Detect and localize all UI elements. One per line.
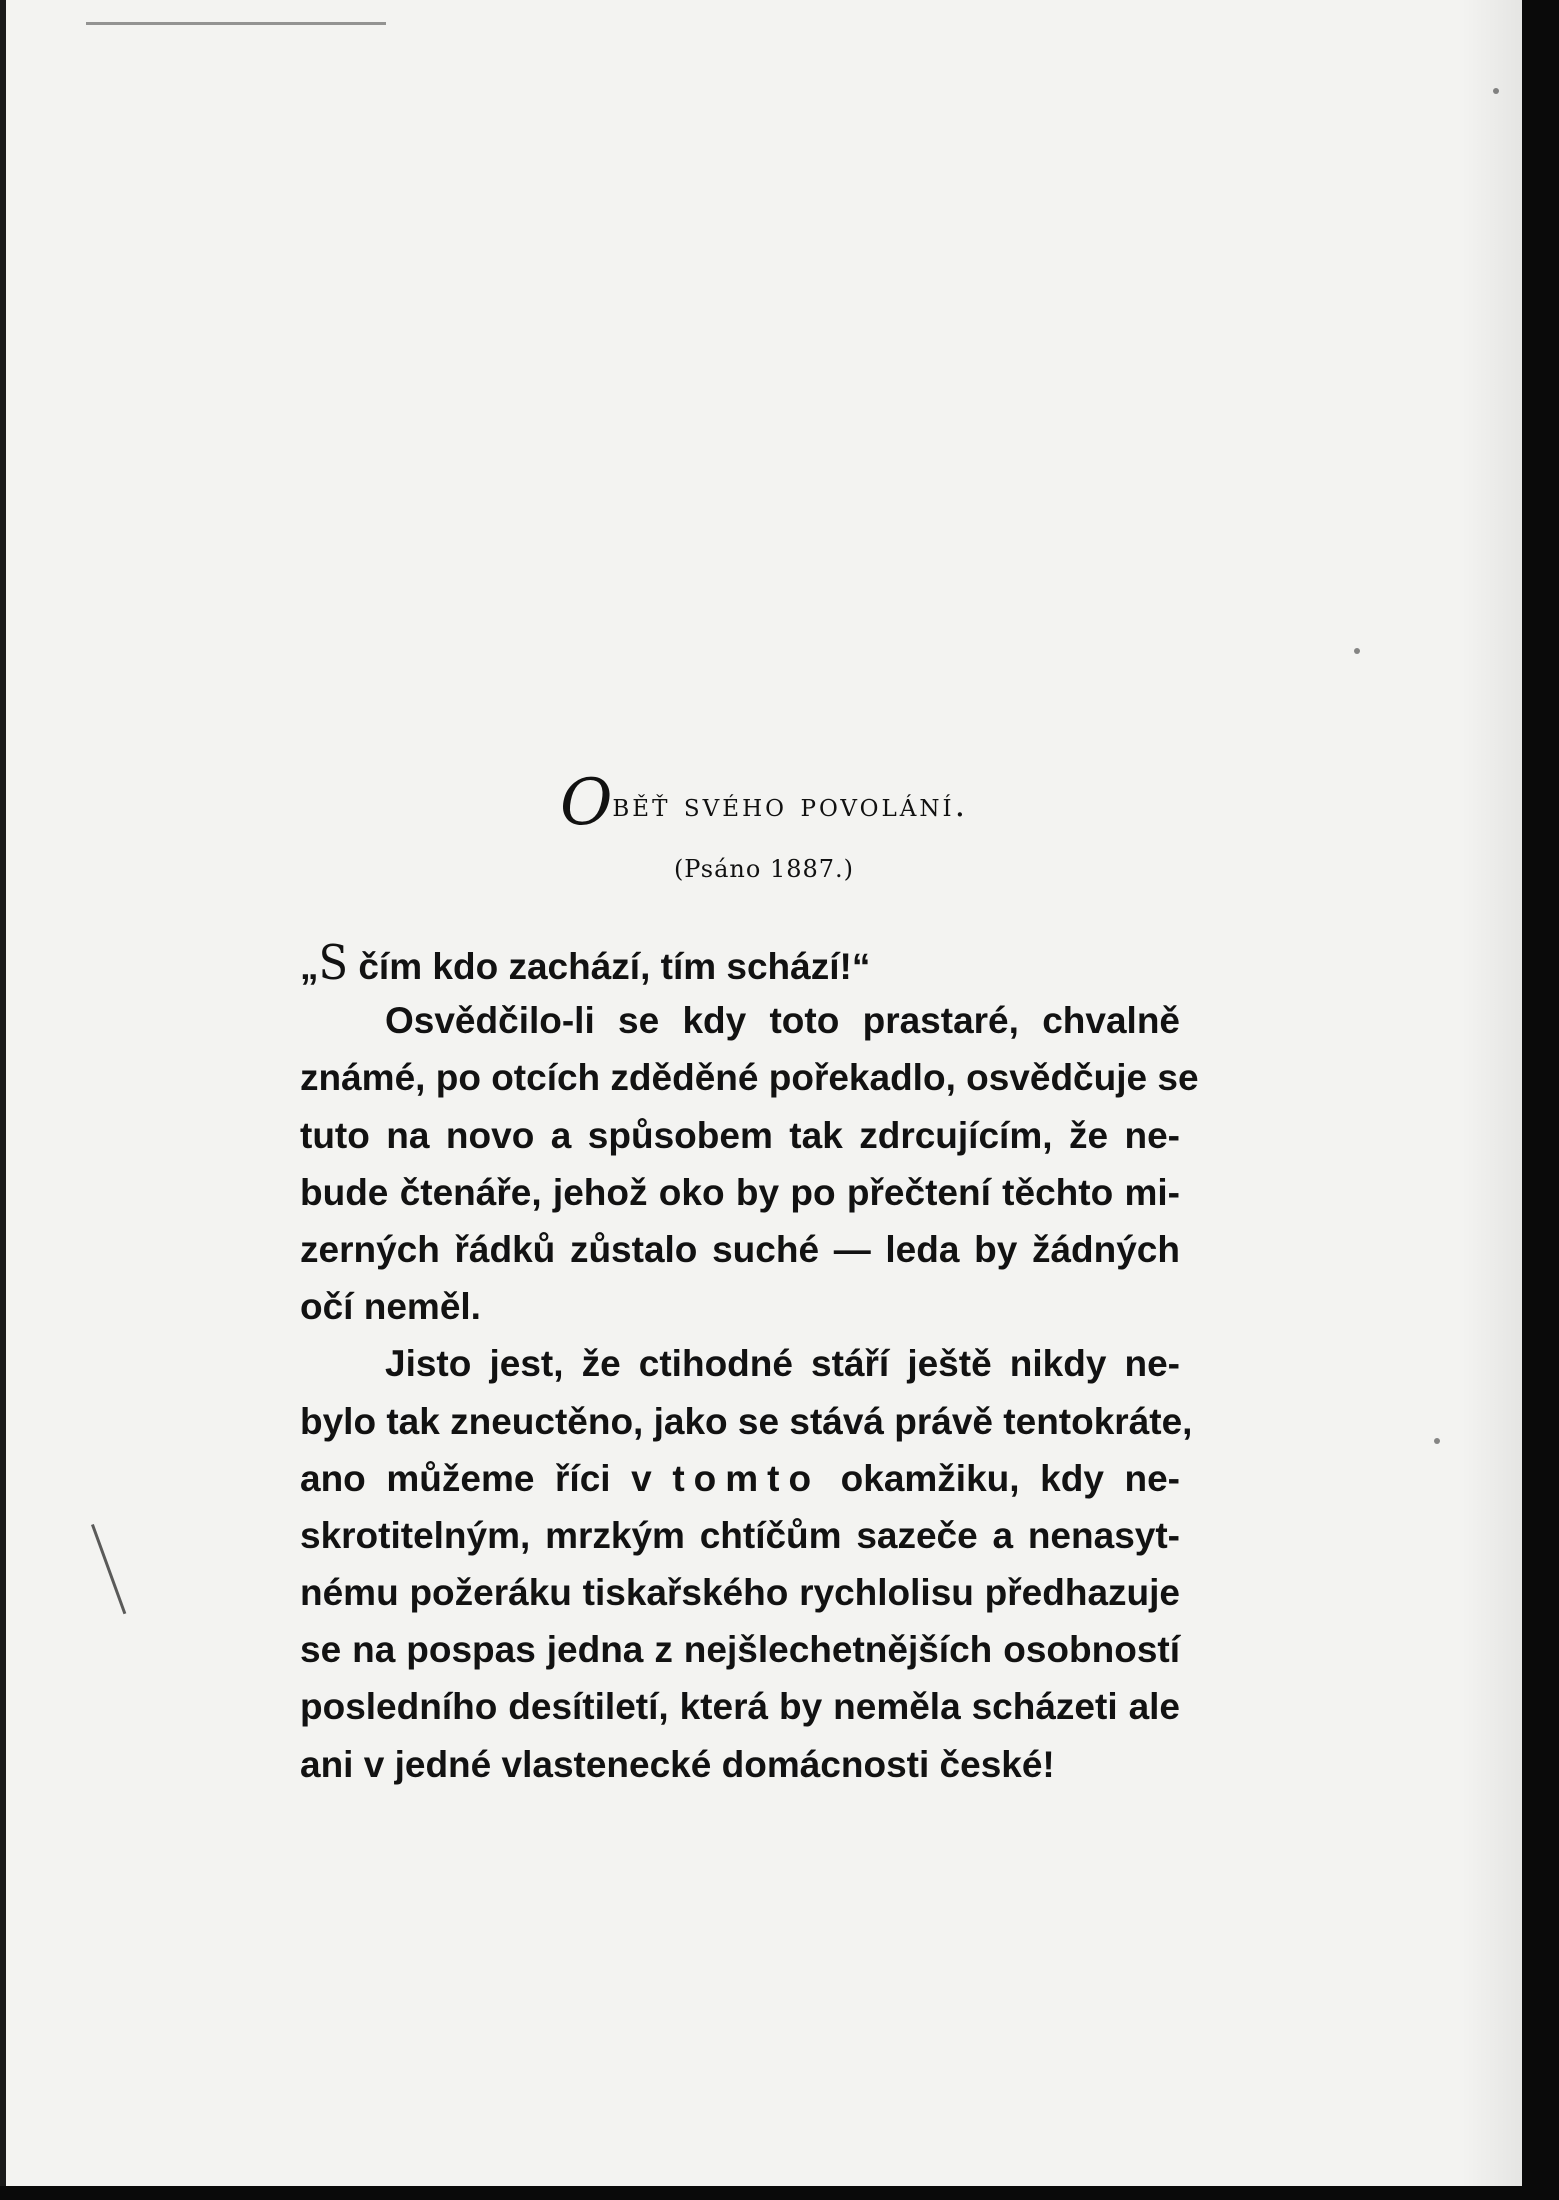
chapter-title-initial: O [559,766,613,840]
quote-mark: „ [300,946,319,987]
text-line: bylo tak zneuctěno, jako se stává právě tentokráte, [300,1400,1193,1442]
text-line: nému požeráku tiskařského rychlolisu předhazuje [300,1572,1180,1614]
paper-speck [1354,648,1360,654]
text-line: očí neměl. [300,1286,481,1328]
text-line: skrotitelným, mrzkým chtíčům sazeče a nenasyt- [300,1514,1180,1556]
paper-speck [1493,88,1499,94]
chapter-date-note: (Psáno 1887.) [673,855,855,883]
text-line: ani v jedné vlastenecké domácnosti české! [300,1743,1055,1785]
text-segment: okamžiku, kdy ne- [820,1457,1180,1499]
text-line: bude čtenáře, jehož oko by po přečtení těchto mi- [300,1171,1180,1213]
text-line: posledního desítiletí, která by neměla scházeti ale [300,1686,1180,1728]
text-segment: ano můžeme říci v [300,1457,673,1499]
spaced-emphasis: tomto [672,1457,821,1499]
text-line: Jisto jest, že ctihodné stáří ještě nikdy ne- [385,1343,1180,1385]
margin-pencil-mark [91,1524,126,1614]
opening-quote-line [300,935,1180,992]
text-line [300,1450,1180,1507]
text-line: známé, po otcích zděděné pořekadlo, osvědčuje se [300,1057,1199,1099]
text-line: Osvědčilo-li se kdy toto prastaré, chvalně [385,1000,1180,1042]
quote-text: čím kdo zachází, tím schází!“ [348,946,871,987]
top-edge-mark [86,22,386,25]
body-text [300,935,1199,1793]
quote-initial: S [318,935,349,991]
text-line: zerných řádků zůstalo suché — leda by žádných [300,1228,1180,1270]
text-line: tuto na novo a spůsobem tak zdrcujícím, že ne- [300,1114,1180,1156]
chapter-title-rest: běť svého povolání. [612,785,969,824]
chapter-title [6,766,1522,840]
paper-speck [1434,1438,1440,1444]
text-line: se na pospas jedna z nejšlechetnějších osobností [300,1629,1180,1671]
